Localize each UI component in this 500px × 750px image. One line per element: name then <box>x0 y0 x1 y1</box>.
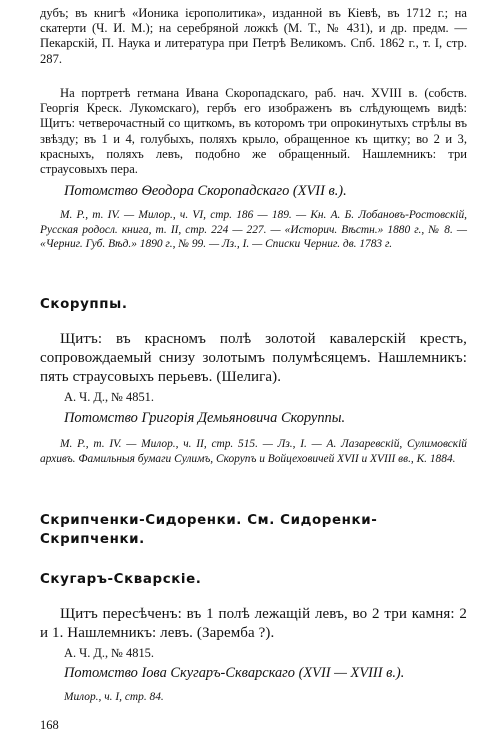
archive-skoruppy: А. Ч. Д., № 4851. <box>64 390 154 404</box>
archive-skugar: А. Ч. Д., № 4815. <box>64 646 154 660</box>
references-skoropadsky: М. Р., т. IV. — Милор., ч. VI, стр. 186 — 189. — Кн. А. Б. Лобановъ-Ростовскій, Русская родосл. книга, т. II, стр. 224 — 227. — «Историч. Вѣстн.» 1880 г., № 8. — «Черниг. Губ. Вѣд.» 1890 г., № 99. — Лз., I. — Списки Черниг. дв. 1783 г. <box>40 209 467 251</box>
references-skugar: Милор., ч. I, стр. 84. <box>64 691 164 703</box>
descendants-skoropadsky: Потомство Ѳеодора Скоропадскаго (XVII в.). <box>64 183 347 199</box>
heading-skoruppy: Скоруппы. <box>40 297 128 312</box>
description-skoruppy: Щитъ: въ красномъ полѣ золотой кавалерскій крестъ, сопровождаемый снизу золотымъ полумѣсяцемъ. Нашлемникъ: пять страусовыхъ перьевъ. (Шелига). <box>40 331 467 385</box>
references-skoruppy: М. Р., т. IV. — Милор., ч. II, стр. 515. — Лз., I. — А. Лазаревскій, Сулимовскій архивъ. Фамильныя бумаги Сулимъ, Скорупъ и Войцеховичей XVII и XVIII вв., К. 1884. <box>40 438 467 465</box>
portrait-paragraph: На портретѣ гетмана Ивана Скоропадскаго, раб. нач. XVIII в. (собств. Георгія Креск. Лукомскаго), гербъ его изображенъ въ слѣдующемъ видѣ: Щитъ: четверочастный со щиткомъ, въ которомъ три опрокинутыхъ стрѣлы въ звѣзду; въ 1 и 4, голубыхъ, поляхъ крыло, обращенное къ щитку; во 2 и 3, красныхъ, поляхъ левъ, подобно же обращенный. Нашлемникъ: три страусовыхъ пера. <box>40 86 467 177</box>
descendants-skoruppy: Потомство Григорія Демьяновича Скоруппы. <box>64 410 346 426</box>
intro-paragraph: дубъ; въ книгѣ «Ионика ієрополитика», изданной въ Кіевѣ, въ 1712 г.; на скатерти (Ч. И. М.); на серебряной ложкѣ (М. Т., № 431), и др. предм. — Пекарскій, П. Наука и литература при Петрѣ Великомъ. Спб. 1862 г., т. I, стр. 287. <box>40 6 467 66</box>
heading-skripchenki: Скрипченки-Сидоренки. См. Сидоренки-Скрипченки. <box>40 513 378 547</box>
page-number: 168 <box>40 718 59 732</box>
descendants-skugar: Потомство Іова Скугаръ-Скварскаго (XVII — XVIII в.). <box>64 665 405 681</box>
heading-skugar-skvarskie: Скугаръ-Скварскіе. <box>40 572 202 587</box>
description-skugar: Щитъ пересѣченъ: въ 1 полѣ лежащій левъ, во 2 три камня: 2 и 1. Нашлемникъ: левъ. (Заремба ?). <box>40 606 467 641</box>
